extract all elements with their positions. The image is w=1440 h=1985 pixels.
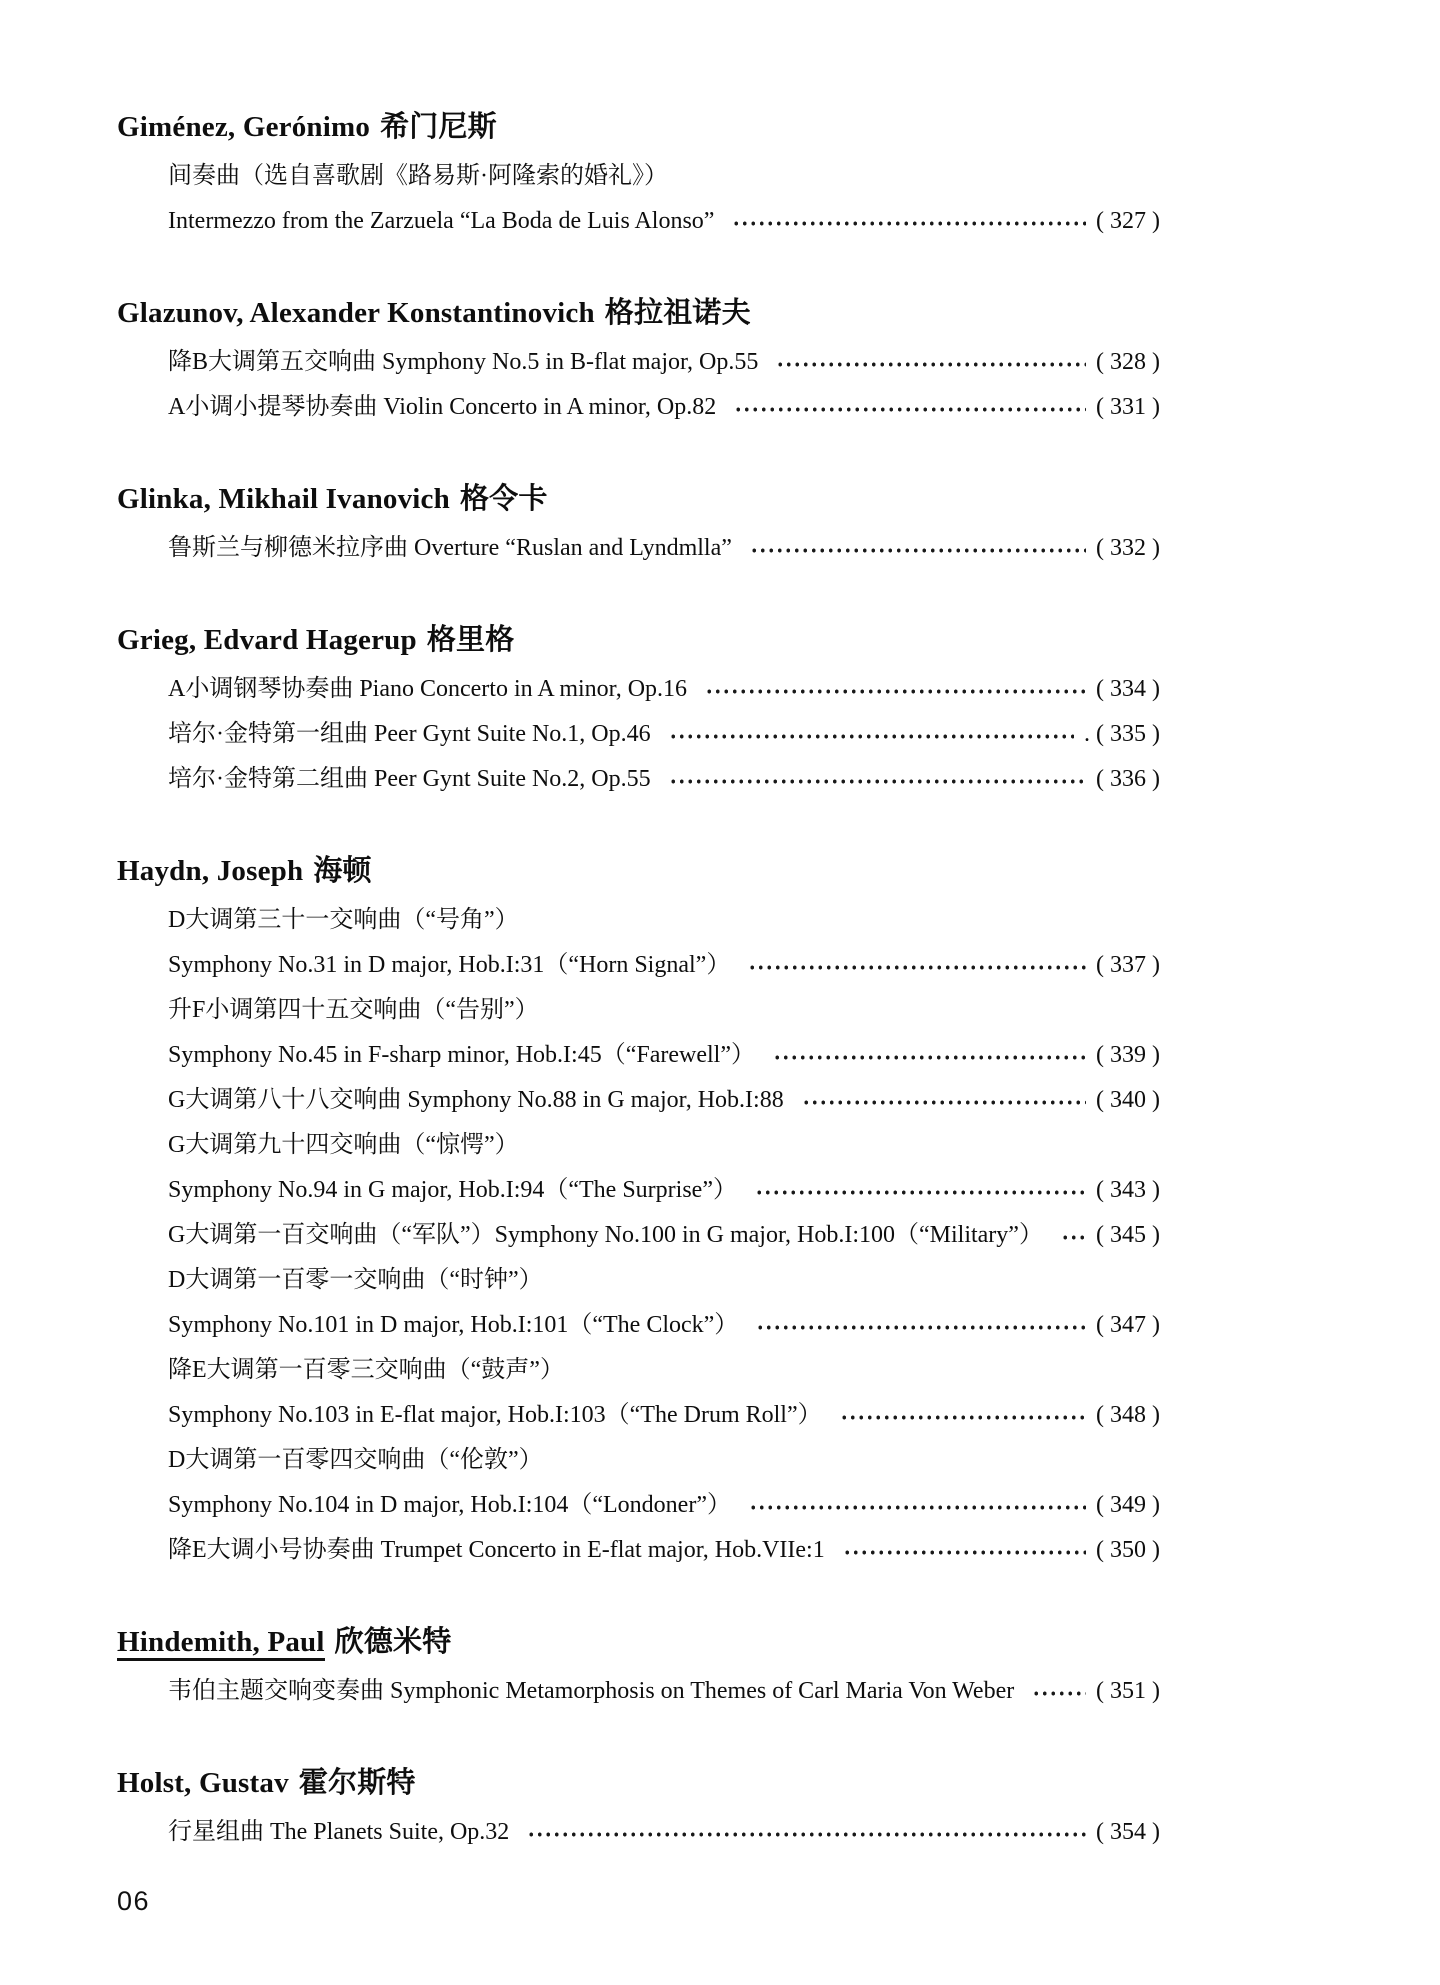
toc-entry	[168, 988, 1160, 1033]
entry-title: D大调第一百零四交响曲（“伦敦”）	[168, 1447, 543, 1473]
dot-leader-icon	[1059, 1213, 1086, 1258]
toc-entry	[168, 1528, 1160, 1573]
entry-page-number: . ( 335 )	[1084, 721, 1160, 747]
entry-title: 降B大调第五交响曲 Symphony No.5 in B-flat major, Op.55	[168, 349, 759, 375]
composer-heading	[117, 478, 1440, 520]
toc-entry	[168, 385, 1160, 430]
entry-title: G大调第八十八交响曲 Symphony No.88 in G major, Hob.I:88	[168, 1087, 784, 1113]
composer-name-latin: Holst, Gustav	[117, 1767, 289, 1799]
toc-entry	[168, 1303, 1160, 1348]
composer-heading	[117, 106, 1440, 148]
toc-entry	[168, 1033, 1160, 1078]
composer-section	[117, 619, 1440, 802]
composer-name-cjk: 格里格	[426, 624, 515, 656]
dot-leader-icon	[748, 526, 1086, 571]
entry-title: Symphony No.104 in D major, Hob.I:104（“Londoner”）	[168, 1492, 731, 1518]
toc-entry	[168, 1810, 1160, 1855]
entry-title: 升F小调第四十五交响曲（“告别”）	[168, 997, 539, 1023]
entry-list	[168, 1810, 1160, 1855]
entry-title: A小调小提琴协奏曲 Violin Concerto in A minor, Op.82	[168, 394, 717, 420]
entry-page-number: ( 349 )	[1096, 1492, 1160, 1518]
entry-title: 韦伯主题交响变奏曲 Symphonic Metamorphosis on Themes of Carl Maria Von Weber	[168, 1678, 1015, 1704]
composer-section	[117, 106, 1440, 244]
composer-section	[117, 1762, 1440, 1855]
toc-entry	[168, 1123, 1160, 1168]
entry-page-number: ( 347 )	[1096, 1312, 1160, 1338]
entry-page-number: ( 351 )	[1096, 1678, 1160, 1704]
entry-title: Symphony No.101 in D major, Hob.I:101（“The Clock”）	[168, 1312, 739, 1338]
entry-page-number: ( 343 )	[1096, 1177, 1160, 1203]
entry-list	[168, 154, 1160, 244]
toc-entry	[168, 943, 1160, 988]
entry-page-number: ( 339 )	[1096, 1042, 1160, 1068]
entry-list	[168, 526, 1160, 571]
dot-leader-icon	[771, 1033, 1086, 1078]
dot-leader-icon	[754, 1303, 1086, 1348]
entry-page-number: ( 350 )	[1096, 1537, 1160, 1563]
toc-entry	[168, 199, 1160, 244]
entry-title: A小调钢琴协奏曲 Piano Concerto in A minor, Op.16	[168, 676, 688, 702]
entry-list	[168, 1669, 1160, 1714]
toc-entry	[168, 712, 1160, 757]
composer-heading	[117, 1621, 1440, 1663]
composer-name-cjk: 霍尔斯特	[298, 1767, 416, 1799]
dot-leader-icon	[800, 1078, 1086, 1123]
composer-name-latin: Glazunov, Alexander Konstantinovich	[117, 297, 595, 329]
entry-title: D大调第三十一交响曲（“号角”）	[168, 907, 519, 933]
entry-title: G大调第一百交响曲（“军队”）Symphony No.100 in G major, Hob.I:100（“Military”）	[168, 1222, 1043, 1248]
entry-page-number: ( 327 )	[1096, 208, 1160, 234]
entry-title: Symphony No.45 in F-sharp minor, Hob.I:45（“Farewell”）	[168, 1042, 755, 1068]
composer-section	[117, 478, 1440, 571]
toc-entry	[168, 1078, 1160, 1123]
entry-page-number: ( 354 )	[1096, 1819, 1160, 1845]
composer-name-cjk: 希门尼斯	[380, 111, 497, 143]
dot-leader-icon	[841, 1528, 1086, 1573]
footer-page-number: 06	[117, 1886, 151, 1916]
composer-name-latin: Haydn, Joseph	[117, 855, 304, 887]
composer-name-cjk: 格拉祖诺夫	[604, 297, 751, 329]
toc-entry	[168, 1669, 1160, 1714]
entry-title: D大调第一百零一交响曲（“时钟”）	[168, 1267, 543, 1293]
composer-section	[117, 1621, 1440, 1714]
toc-entry	[168, 1213, 1160, 1258]
entry-page-number: ( 334 )	[1096, 676, 1160, 702]
composer-name-latin: Grieg, Edvard Hagerup	[117, 624, 417, 656]
entry-title: 行星组曲 The Planets Suite, Op.32	[168, 1819, 510, 1845]
composer-name-cjk: 欣德米特	[334, 1626, 452, 1658]
composer-name-latin: Giménez, Gerónimo	[117, 111, 371, 143]
toc-entry	[168, 1258, 1160, 1303]
dot-leader-icon	[753, 1168, 1086, 1213]
toc-entry	[168, 154, 1160, 199]
toc-entry	[168, 1483, 1160, 1528]
dot-leader-icon	[703, 667, 1086, 712]
composer-heading	[117, 850, 1440, 892]
toc-entry	[168, 1438, 1160, 1483]
dot-leader-icon	[730, 199, 1086, 244]
dot-leader-icon	[747, 1483, 1086, 1528]
entry-page-number: ( 336 )	[1096, 766, 1160, 792]
dot-leader-icon	[525, 1810, 1086, 1855]
entry-title: Symphony No.103 in E-flat major, Hob.I:103（“The Drum Roll”）	[168, 1402, 822, 1428]
entry-title: Intermezzo from the Zarzuela “La Boda de Luis Alonso”	[168, 208, 715, 234]
toc-entry	[168, 757, 1160, 802]
toc-entry	[168, 1393, 1160, 1438]
entry-page-number: ( 348 )	[1096, 1402, 1160, 1428]
composer-name-latin: Glinka, Mikhail Ivanovich	[117, 483, 450, 515]
composer-name-latin: Hindemith, Paul	[117, 1626, 325, 1661]
composer-heading	[117, 619, 1440, 661]
entry-title: G大调第九十四交响曲（“惊愕”）	[168, 1132, 519, 1158]
toc-entry	[168, 340, 1160, 385]
dot-leader-icon	[746, 943, 1086, 988]
entry-title: 间奏曲（选自喜歌剧《路易斯·阿隆索的婚礼》）	[168, 163, 668, 189]
toc-entry	[168, 1348, 1160, 1393]
dot-leader-icon	[667, 757, 1086, 802]
entry-list	[168, 667, 1160, 802]
entry-title: 培尔·金特第一组曲 Peer Gynt Suite No.1, Op.46	[168, 721, 651, 747]
composer-heading	[117, 1762, 1440, 1804]
toc-entry	[168, 667, 1160, 712]
entry-title: 降E大调小号协奏曲 Trumpet Concerto in E-flat major, Hob.VIIe:1	[168, 1537, 825, 1563]
dot-leader-icon	[774, 340, 1086, 385]
toc-content	[117, 106, 1440, 1855]
toc-entry	[168, 1168, 1160, 1213]
entry-title: 鲁斯兰与柳德米拉序曲 Overture “Ruslan and Lyndmlla”	[168, 535, 732, 561]
entry-page-number: ( 332 )	[1096, 535, 1160, 561]
dot-leader-icon	[838, 1393, 1086, 1438]
entry-page-number: ( 331 )	[1096, 394, 1160, 420]
dot-leader-icon	[667, 712, 1074, 757]
entry-list	[168, 898, 1160, 1573]
entry-title: Symphony No.94 in G major, Hob.I:94（“The Surprise”）	[168, 1177, 737, 1203]
composer-section	[117, 850, 1440, 1573]
entry-title: 降E大调第一百零三交响曲（“鼓声”）	[168, 1357, 564, 1383]
dot-leader-icon	[732, 385, 1086, 430]
composer-name-cjk: 格令卡	[459, 483, 548, 515]
entry-page-number: ( 328 )	[1096, 349, 1160, 375]
entry-title: Symphony No.31 in D major, Hob.I:31（“Horn Signal”）	[168, 952, 731, 978]
composer-section	[117, 292, 1440, 430]
toc-entry	[168, 898, 1160, 943]
dot-leader-icon	[1030, 1669, 1086, 1714]
entry-page-number: ( 337 )	[1096, 952, 1160, 978]
composer-name-cjk: 海顿	[313, 855, 372, 887]
composer-heading	[117, 292, 1440, 334]
entry-list	[168, 340, 1160, 430]
entry-page-number: ( 345 )	[1096, 1222, 1160, 1248]
entry-title: 培尔·金特第二组曲 Peer Gynt Suite No.2, Op.55	[168, 766, 651, 792]
entry-page-number: ( 340 )	[1096, 1087, 1160, 1113]
toc-entry	[168, 526, 1160, 571]
